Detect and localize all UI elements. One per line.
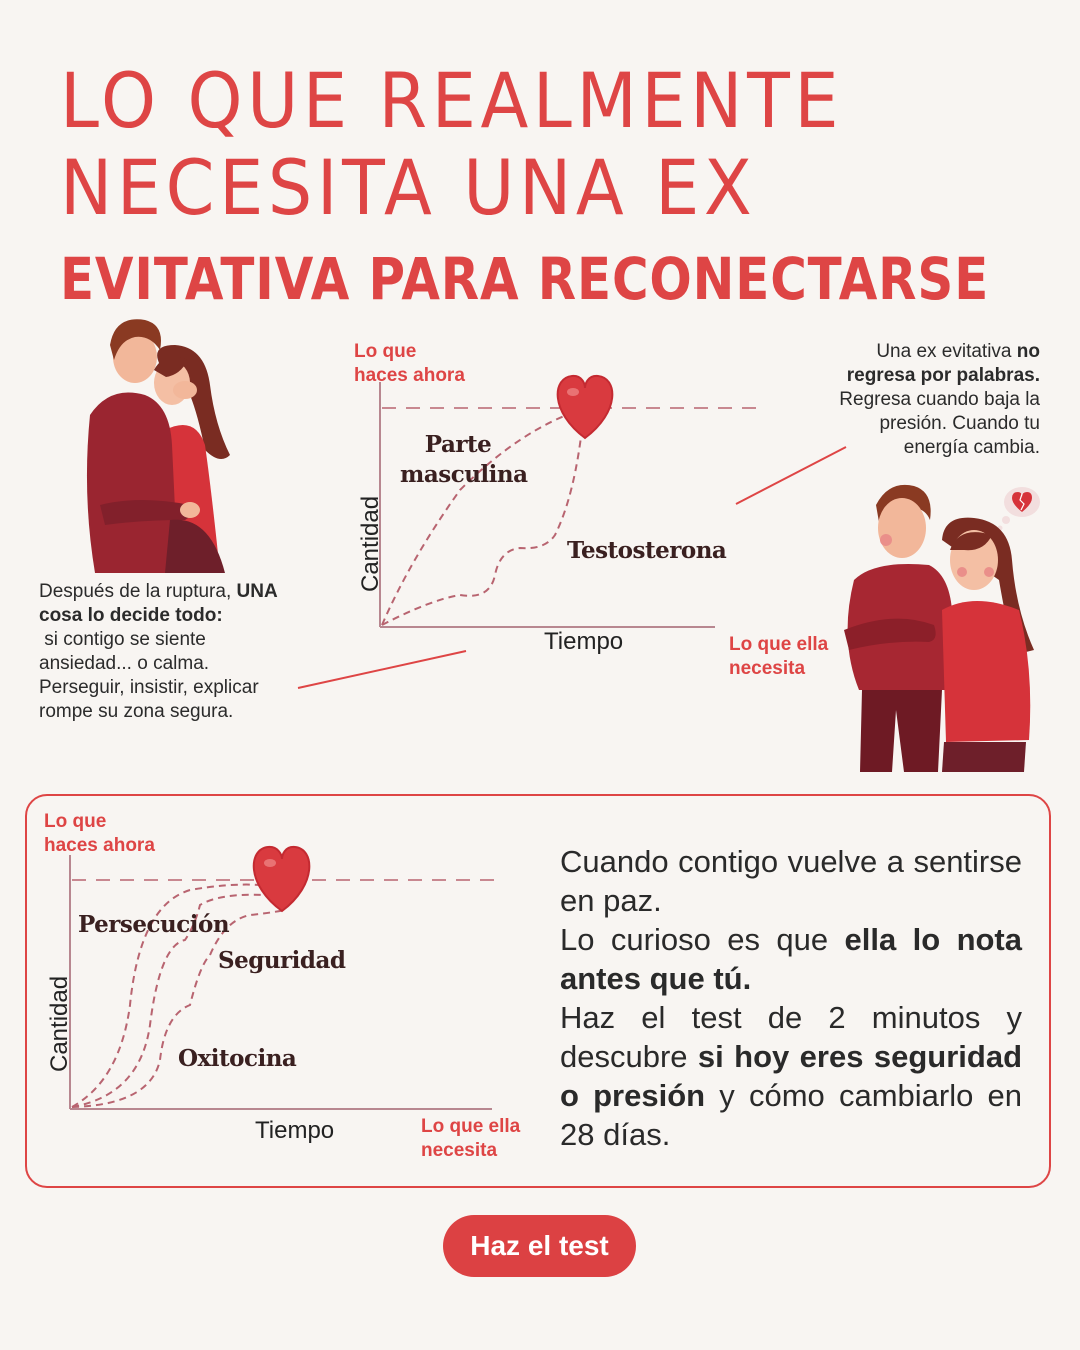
top-chart-curve-label-masculina: Parte masculina [400, 431, 528, 488]
top-chart-y-axis-label: Cantidad [357, 495, 384, 592]
bottom-chart-curve-label-seguridad: Seguridad [218, 947, 346, 974]
bottom-chart-heart-icon [254, 847, 310, 911]
headline-subtitle: EVITATIVA PARA RECONECTARSE [60, 245, 990, 313]
bottom-chart-curve-oxitocina [72, 910, 285, 1107]
bottom-chart-x-axis-label: Tiempo [255, 1117, 335, 1144]
top-chart-curve-label-testosterona: Testosterona [567, 537, 727, 564]
bottom-chart-y-axis-label: Cantidad [46, 975, 73, 1072]
top-chart-x-corner-label: Lo que ella necesita [729, 634, 829, 679]
bottom-chart-x-corner-label: Lo que ella necesita [421, 1116, 521, 1161]
bottom-chart-y-corner-label: Lo que haces ahora [44, 811, 155, 856]
top-chart-y-corner-label: Lo que haces ahora [354, 341, 465, 386]
bottom-chart-curve-label-oxitocina: Oxitocina [178, 1045, 297, 1072]
top-chart-x-axis-label: Tiempo [544, 628, 624, 655]
bottom-chart [60, 845, 500, 1115]
bottom-chart-curve-label-persecucion: Persecución [78, 911, 230, 938]
headline-line-2: NECESITA UNA EX [60, 143, 757, 232]
take-test-button[interactable]: Haz el test [443, 1215, 636, 1277]
cta-paragraph: Cuando contigo vuelve a sentirse en paz. Lo curioso es que ella lo nota antes que tú. Haz el test de 2 minutos y descubre si hoy eres seguridad o presión y cómo cambiarlo en 28 días. [560, 844, 1023, 1152]
right-note: Una ex evitativa no regresa por palabras. Regresa cuando baja la presión. Cuando tu energía cambia. [839, 341, 1040, 458]
headline-line-1: LO QUE REALMENTE [60, 56, 844, 145]
left-note: Después de la ruptura, UNA cosa lo decide todo: si contigo se siente ansiedad... o calma. Perseguir, insistir, explicar rompe su zona segura. [39, 581, 278, 722]
